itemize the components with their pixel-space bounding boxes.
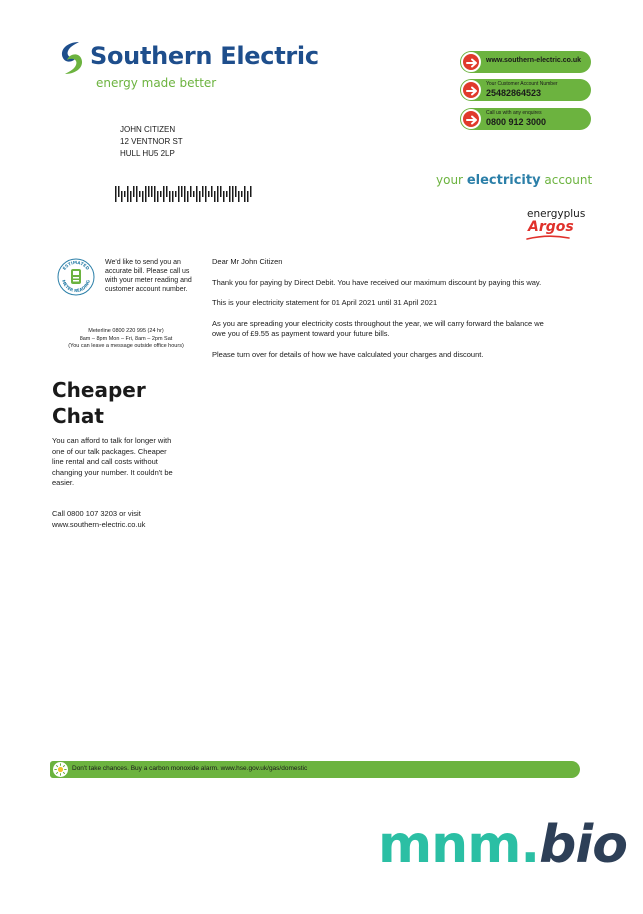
watermark-logo	[378, 815, 627, 875]
website-pill[interactable]	[460, 51, 591, 73]
barcode-bar	[133, 186, 135, 197]
address-line-name: JOHN CITIZEN	[120, 125, 176, 134]
barcode-bar	[208, 191, 210, 197]
barcode-bar	[220, 186, 222, 197]
promo-title	[52, 377, 146, 429]
barcode-bar	[139, 191, 141, 197]
meterline-hours: 8am – 8pm Mon – Fri, 8am – 2pm Sat	[79, 335, 173, 342]
barcode-bar	[154, 186, 156, 202]
barcode-bar	[178, 186, 180, 202]
barcode-bar	[175, 191, 177, 197]
letter-paragraph-4: Please turn over for details of how we have calculated your charges and discount.	[212, 349, 484, 359]
barcode-bar	[181, 186, 183, 197]
barcode-bar	[172, 191, 174, 202]
arrow-right-icon	[461, 52, 481, 72]
address-line-city: HULL HU5 2LP	[120, 149, 175, 158]
meterline-note: (You can leave a message outside office hours)	[68, 343, 184, 349]
account-heading-prefix: your	[436, 173, 463, 187]
letter-greeting: Dear Mr John Citizen	[212, 257, 283, 266]
meterline-info	[52, 328, 200, 351]
account-number-value: 25482864523	[486, 88, 542, 98]
account-heading-suffix: account	[544, 173, 593, 187]
account-heading-emphasis: electricity	[466, 173, 541, 188]
recipient-address	[120, 124, 183, 160]
barcode-bar	[193, 191, 195, 197]
enquiries-label: Call us with any enquires	[486, 110, 542, 116]
postal-barcode	[115, 186, 257, 202]
barcode-bar	[247, 191, 249, 202]
brand-name: Southern Electric	[90, 42, 319, 70]
promo-body: You can afford to talk for longer with one of our talk packages. Cheaper line rental and call costs without changing your number. It couldn't be easier.	[52, 436, 173, 487]
barcode-bar	[205, 186, 207, 202]
barcode-bar	[232, 186, 234, 202]
estimated-meter-reading-badge-icon	[57, 258, 95, 296]
barcode-bar	[127, 186, 129, 202]
barcode-bar	[121, 191, 123, 202]
barcode-bar	[229, 186, 231, 202]
enquiries-pill[interactable]	[460, 108, 591, 130]
barcode-bar	[187, 191, 189, 202]
badge-bottom-text: METER READING	[61, 279, 91, 294]
barcode-bar	[199, 191, 201, 202]
barcode-bar	[151, 186, 153, 197]
letter-paragraph-2: This is your electricity statement for 01 April 2021 until 31 April 2021	[212, 298, 438, 307]
account-number-pill	[460, 79, 591, 101]
argos-logo: Argos	[528, 219, 574, 235]
energyplus-label: energyplus	[527, 208, 586, 220]
barcode-bar	[115, 186, 117, 202]
meter-reading-request: We'd like to send you an accurate bill. Please call us with your meter reading and customer account number.	[105, 259, 192, 293]
barcode-bar	[196, 186, 198, 202]
barcode-bar	[214, 191, 216, 202]
barcode-bar	[169, 191, 171, 202]
barcode-bar	[130, 191, 132, 202]
brand-tagline: energy made better	[96, 76, 217, 90]
safety-notice-text: Don't take chances. Buy a carbon monoxide alarm. www.hse.gov.uk/gas/domestic	[72, 765, 308, 772]
sun-icon	[53, 762, 68, 777]
account-type-heading	[436, 173, 592, 188]
barcode-bar	[148, 186, 150, 197]
barcode-bar	[145, 186, 147, 202]
enquiries-phone[interactable]: 0800 912 3000	[486, 117, 547, 127]
barcode-bar	[238, 191, 240, 202]
barcode-bar	[124, 191, 126, 197]
promo-call-to-action: Call 0800 107 3203 or visit www.southern-electric.co.uk	[52, 509, 146, 529]
barcode-bar	[190, 186, 192, 197]
letter-body	[212, 257, 552, 370]
barcode-bar	[202, 186, 204, 197]
barcode-bar	[142, 191, 144, 202]
safety-notice-bar	[50, 761, 580, 778]
barcode-bar	[211, 186, 213, 197]
letter-paragraph-3: As you are spreading your electricity costs throughout the year, we will carry forward the balance we owe you of £9.55 as payment toward your future bills.	[212, 318, 544, 338]
barcode-bar	[157, 191, 159, 202]
barcode-bar	[244, 186, 246, 202]
barcode-bar	[136, 186, 138, 202]
barcode-bar	[250, 186, 252, 197]
meterline-phone: Meterline 0800 220 995 (24 hr)	[88, 328, 164, 334]
barcode-bar	[217, 186, 219, 202]
letter-paragraph-1: Thank you for paying by Direct Debit. You have received our maximum discount by paying this way.	[212, 277, 542, 287]
watermark-part-1: mnm.	[378, 815, 540, 875]
argos-swoosh-icon	[526, 235, 570, 241]
promo-title-line-1: Cheaper	[52, 378, 146, 402]
barcode-bar	[226, 191, 228, 197]
barcode-bar	[184, 186, 186, 202]
address-line-street: 12 VENTNOR ST	[120, 137, 183, 146]
arrow-right-icon	[461, 109, 481, 129]
barcode-bar	[166, 186, 168, 197]
barcode-bar	[241, 191, 243, 197]
southern-electric-logo-icon	[57, 40, 87, 76]
promo-title-line-2: Chat	[52, 404, 104, 428]
badge-top-text: ESTIMATED	[61, 259, 91, 271]
barcode-bar	[235, 186, 237, 197]
barcode-bar	[160, 191, 162, 197]
account-number-label: Your Customer Account Number	[486, 81, 558, 87]
watermark-part-2: bio	[539, 815, 627, 875]
barcode-bar	[118, 186, 120, 197]
arrow-right-icon	[461, 80, 481, 100]
barcode-bar	[163, 186, 165, 202]
barcode-bar	[223, 191, 225, 202]
website-link[interactable]: www.southern-electric.co.uk	[486, 57, 582, 64]
